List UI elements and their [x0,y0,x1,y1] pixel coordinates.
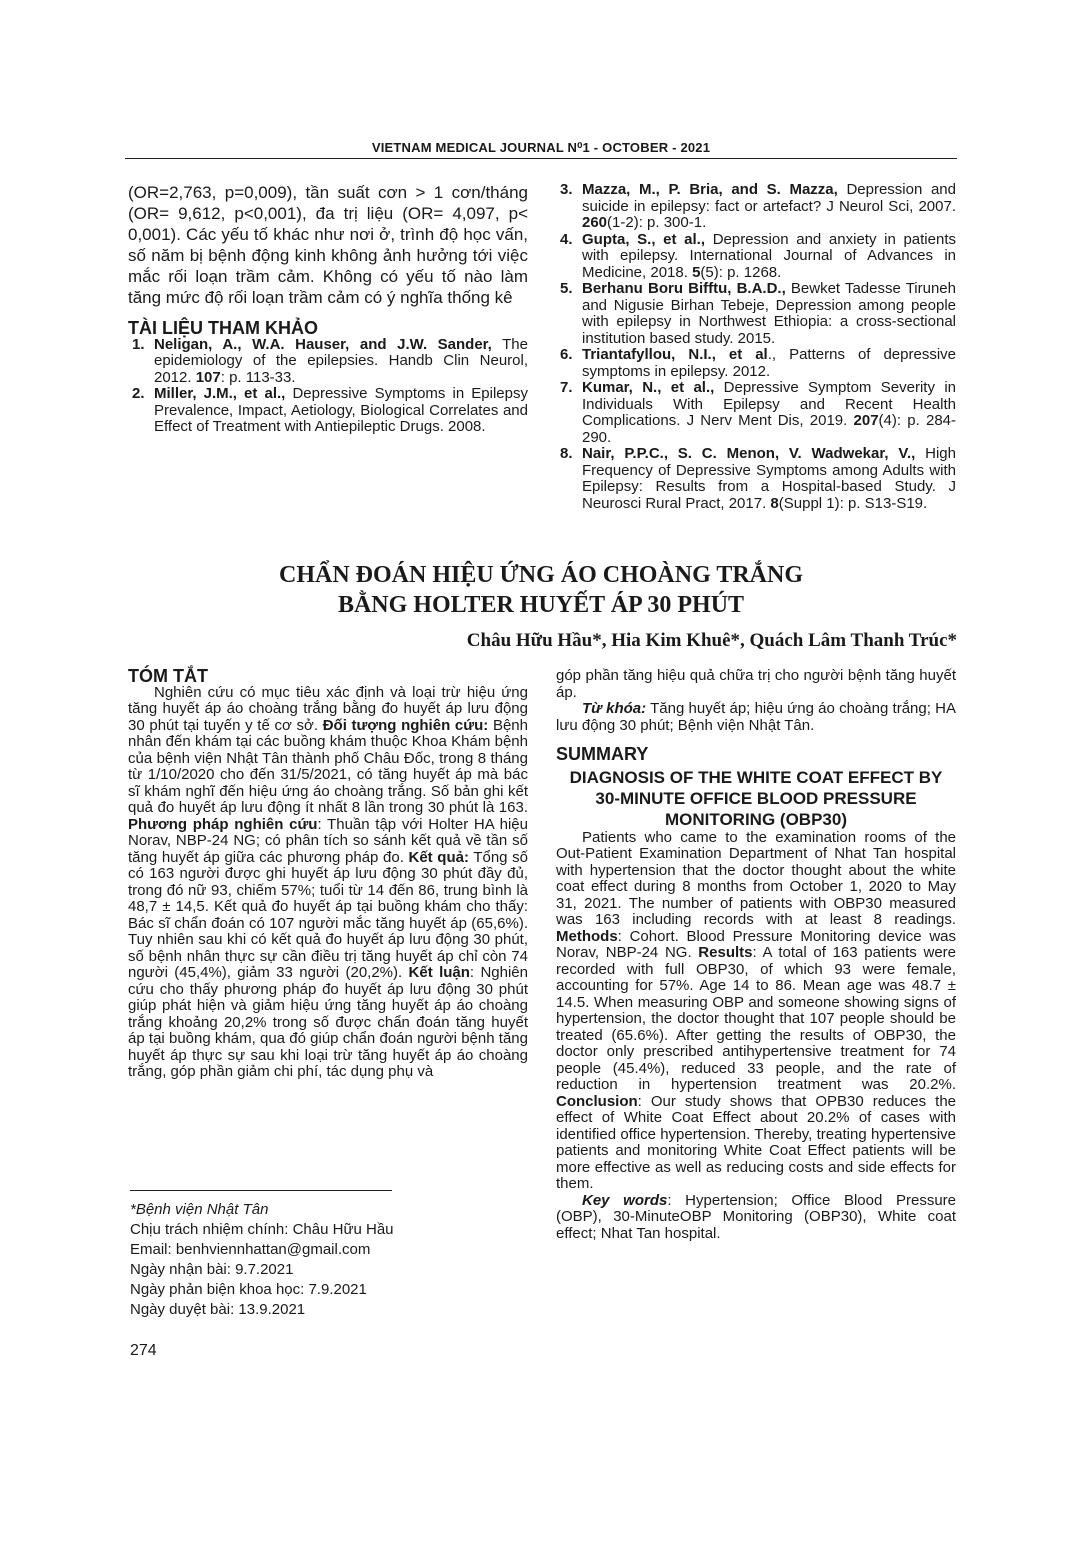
reference-authors: Kumar, N., et al., [582,379,715,396]
reference-authors: Neligan, A., W.A. Hauser, and J.W. Sander, [154,335,492,353]
text-result: Tổng số có 163 người được ghi huyết áp lưu động 30 phút đầy đủ, trong đó nữ 93, chiếm 57%; tuổi từ 14 đến 86, trung bình là 48,7 ± 14,5. Kết quả đo huyết áp tại buồng khám cho thấy: Bác sĩ chẩn đoán có 107 người mắc tăng huyết áp (65,6%). Tuy nhiên sau khi có kết quả đo huyết áp lưu động 30 phút, số bệnh nhân thực sự cần điều trị tăng huyết áp chỉ còn 74 người (45,4%), giảm 33 người (20,2%). [128,848,528,981]
reference-volume: 260 [582,214,608,231]
reference-text: The epidemiology of the epilepsies. Handb Clin Neurol, 2012. [154,335,528,386]
reference-number: 3. [560,181,573,198]
reference-pages: (5): p. 1268. [700,263,782,281]
reference-item [128,337,528,387]
abstract-heading: TÓM TẮT [128,666,208,686]
conclusion-continuation: (OR=2,763, p=0,009), tần suất cơn > 1 cơn/tháng (OR= 9,612, p<0,001), đa trị liệu (OR= 4,097, p< 0,001). Các yếu tố khác như nơi ở, trình độ học vấn, số năm bị bệnh động kinh không ảnh hưởng tới việc mắc rối loạn trầm cảm. Không có yếu tố nào làm tăng mức độ rối loạn trầm cảm có ý nghĩa thống kê [128,183,528,307]
reference-volume: 107 [195,368,221,386]
journal-header: VIETNAM MEDICAL JOURNAL N⁰1 - OCTOBER - 2021 [371,140,711,155]
abstract-right-column [556,668,956,1242]
summary-heading: SUMMARY [556,744,649,764]
keywords-en [556,1193,956,1243]
reference-pages: (4): p. 284-290. [582,412,956,446]
reference-number: 5. [560,280,573,297]
reference-authors: Triantafyllou, N.I., et al [582,346,768,363]
reference-pages: (Suppl 1): p. S13-S19. [778,494,928,512]
keywords-vi [556,701,956,734]
label-method: Phương pháp nghiên cứu [128,815,318,833]
label-results: Results [698,944,753,961]
reference-number: 7. [560,379,573,396]
text-method: : Thuần tập với Holter HA hiệu Norav, NBP-24 NG; có phân tích so sánh kết quả về tần số tăng huyết áp giữa các phương pháp đo. [128,815,528,866]
reference-volume: 5 [692,263,701,281]
references-heading: TÀI LIỆU THAM KHẢO [128,318,318,338]
footnote-affiliation: *Bệnh viện Nhật Tân [130,1201,269,1218]
keywords-en-text: : Hypertension; Office Blood Pressure (OBP), 30-MinuteOBP Monitoring (OBP30), White coat effect; Nhat Tan hospital. [556,1191,957,1242]
text-subject: Bệnh nhân đến khám tại các buồng khám thuộc Khoa Khám bệnh của bệnh viện Nhật Tân thành phố Châu Đốc, trong 8 tháng từ 1/10/2020 cho đến 31/5/2021, có tăng huyết áp mà bác sĩ khám nghĩ đến hiệu ứng áo choàng trắng. Số bản ghi kết quả đo huyết áp lưu động ít nhất 8 lần trong 30 phút là 163. [128,716,528,816]
footnote-email: Email: benhviennhattan@gmail.com [130,1241,371,1258]
reference-volume: 207 [853,412,879,429]
abstract-continuation: góp phần tăng hiệu quả chữa trị cho người bệnh tăng huyết áp. [556,667,956,701]
top-right-column [556,182,956,512]
text-results: : A total of 163 patients were recorded with full OBP30, of which 93 were female, accounting for 57%. Age 14 to 86. Mean age was 48.7 ± 14.5. When measuring OBP and someone showing signs of hypertension, the doctor thought that 107 people should be treated (65.6%). After getting the results of OBP30, the doctor only prescribed antihypertensive treatment for 74 people (45.4%), reduced 33 people, and the rate of reduction in hypertension treatment was 20.2%. [556,944,956,1093]
title-line-2: BẰNG HOLTER HUYẾT ÁP 30 PHÚT [337,592,745,618]
label-subject: Đối tượng nghiên cứu: [322,716,489,734]
reference-number: 2. [132,385,145,402]
text-conclusion: : Nghiên cứu cho thấy phương pháp đo huyết áp lưu động 30 phút giúp phát hiện và giảm hiệu ứng tăng huyết áp áo choàng trắng khoảng 20,2% trong số được chẩn đoán tăng huyết áp tại buồng khám, qua đó giúp chẩn đoán người bệnh tăng huyết áp thực sự sau khi loại trừ tăng huyết áp áo choàng trắng, góp phần giảm chi phí, tác dụng phụ và [128,964,528,1080]
article-authors: Châu Hữu Hầu*, Hia Kim Khuê*, Quách Lâm Thanh Trúc* [466,630,957,651]
reference-authors: Gupta, S., et al., [582,230,706,248]
abstract-vi [128,668,528,1081]
footnote [130,1200,530,1320]
reference-item [556,182,956,232]
label-conclusion-en: Conclusion [556,1092,638,1110]
title-line-1: CHẨN ĐOÁN HIỆU ỨNG ÁO CHOÀNG TRẮNG [278,562,803,588]
top-left-column [128,182,528,436]
reference-item [556,281,956,347]
label-result: Kết quả: [408,848,469,866]
label-methods: Methods [556,927,618,945]
header-rule [125,158,957,159]
reference-number: 6. [560,346,573,363]
keywords-vi-label: Từ khóa: [582,700,647,717]
article-title [125,560,957,620]
text-methods: : Cohort. Blood Pressure Monitoring device was Norav, NBP-24 NG. [556,927,956,961]
reference-item [556,232,956,282]
reference-number: 8. [560,445,573,462]
reference-pages: (1-2): p. 300-1. [607,214,707,231]
reference-item [128,386,528,436]
references-list-right [556,182,956,512]
footnote-reviewed: Ngày phản biện khoa học: 7.9.2021 [130,1281,367,1298]
footnote-rule [130,1190,392,1191]
reference-volume: 8 [770,494,779,512]
reference-text: High Frequency of Depressive Symptoms among Adults with Epilepsy: Results from a Hospital-based Study. J Neurosci Rural Pract, 2017. [582,445,956,512]
reference-text: Depression and anxiety in patients with epilepsy. International Journal of Advances in Medicine, 2018. [582,230,956,281]
abstract-body [128,685,528,1081]
summary-title: DIAGNOSIS OF THE WHITE COAT EFFECT BY 30-MINUTE OFFICE BLOOD PRESSURE MONITORING (OBP30) [569,767,943,829]
reference-item [556,380,956,446]
reference-text: Depressive Symptom Severity in Individuals With Epilepsy and Recent Health Complications. J Nerv Ment Dis, 2019. [582,379,956,429]
reference-authors: Berhanu Boru Bifftu, B.A.D., [582,280,786,297]
summary-body [556,830,956,1193]
keywords-en-label: Key words [582,1191,668,1209]
keywords-vi-text: Tăng huyết áp; hiệu ứng áo choàng trắng; HA lưu động 30 phút; Bệnh viện Nhật Tân. [556,700,956,734]
abstract-intro: Nghiên cứu có mục tiêu xác định và loại trừ hiệu ứng tăng huyết áp áo choàng trắng bằng đo huyết áp lưu động 30 phút tại tuyến y tế cơ sở. [128,683,528,734]
footnote-responsible: Chịu trách nhiệm chính: Châu Hữu Hầu [130,1221,394,1238]
reference-item [556,446,956,512]
reference-item [556,347,956,380]
summary-intro: Patients who came to the examination rooms of the Out-Patient Examination Department of Nhat Tan hospital with hypertension that the doctor thought about the white coat effect during 8 months from October 1, 2020 to May 31, 2021. The number of patients with OBP30 measured was 163 including records with at least 8 readings. [556,828,956,928]
reference-authors: Miller, J.M., et al., [154,385,286,402]
footnote-received: Ngày nhận bài: 9.7.2021 [130,1261,294,1278]
reference-text: Depression and suicide in epilepsy: fact or artefact? J Neurol Sci, 2007. [582,181,956,215]
text-conclusion-en: : Our study shows that OPB30 reduces the effect of White Coat Effect about 20.2% of cases with identified office hypertension. Thereby, treating hypertensive patients and monitoring White Coat Effect patients will be more effective as well as reducing costs and side effects for them. [556,1092,956,1192]
reference-text: ., Patterns of depressive symptoms in epilepsy. 2012. [582,346,957,380]
label-conclusion: Kết luận [408,964,470,981]
reference-number: 4. [560,230,573,248]
reference-authors: Mazza, M., P. Bria, and S. Mazza, [582,181,838,198]
page-number: 274 [130,1342,157,1359]
reference-text: Depressive Symptoms in Epilepsy Prevalence, Impact, Aetiology, Biological Correlates and Effect of Treatment with Antiepileptic Drugs. 2008. [154,385,528,435]
reference-pages: : p. 113-33. [220,368,296,386]
footnote-accepted: Ngày duyệt bài: 13.9.2021 [130,1301,306,1318]
reference-authors: Nair, P.P.C., S. C. Menon, V. Wadwekar, V., [582,445,916,462]
reference-number: 1. [132,335,145,353]
references-list-left [128,337,528,436]
reference-text: Bewket Tadesse Tiruneh and Nigusie Birhan Tebeje, Depression among people with epilepsy in Northwest Ethiopia: a cross-sectional institution based study. 2015. [582,280,956,347]
